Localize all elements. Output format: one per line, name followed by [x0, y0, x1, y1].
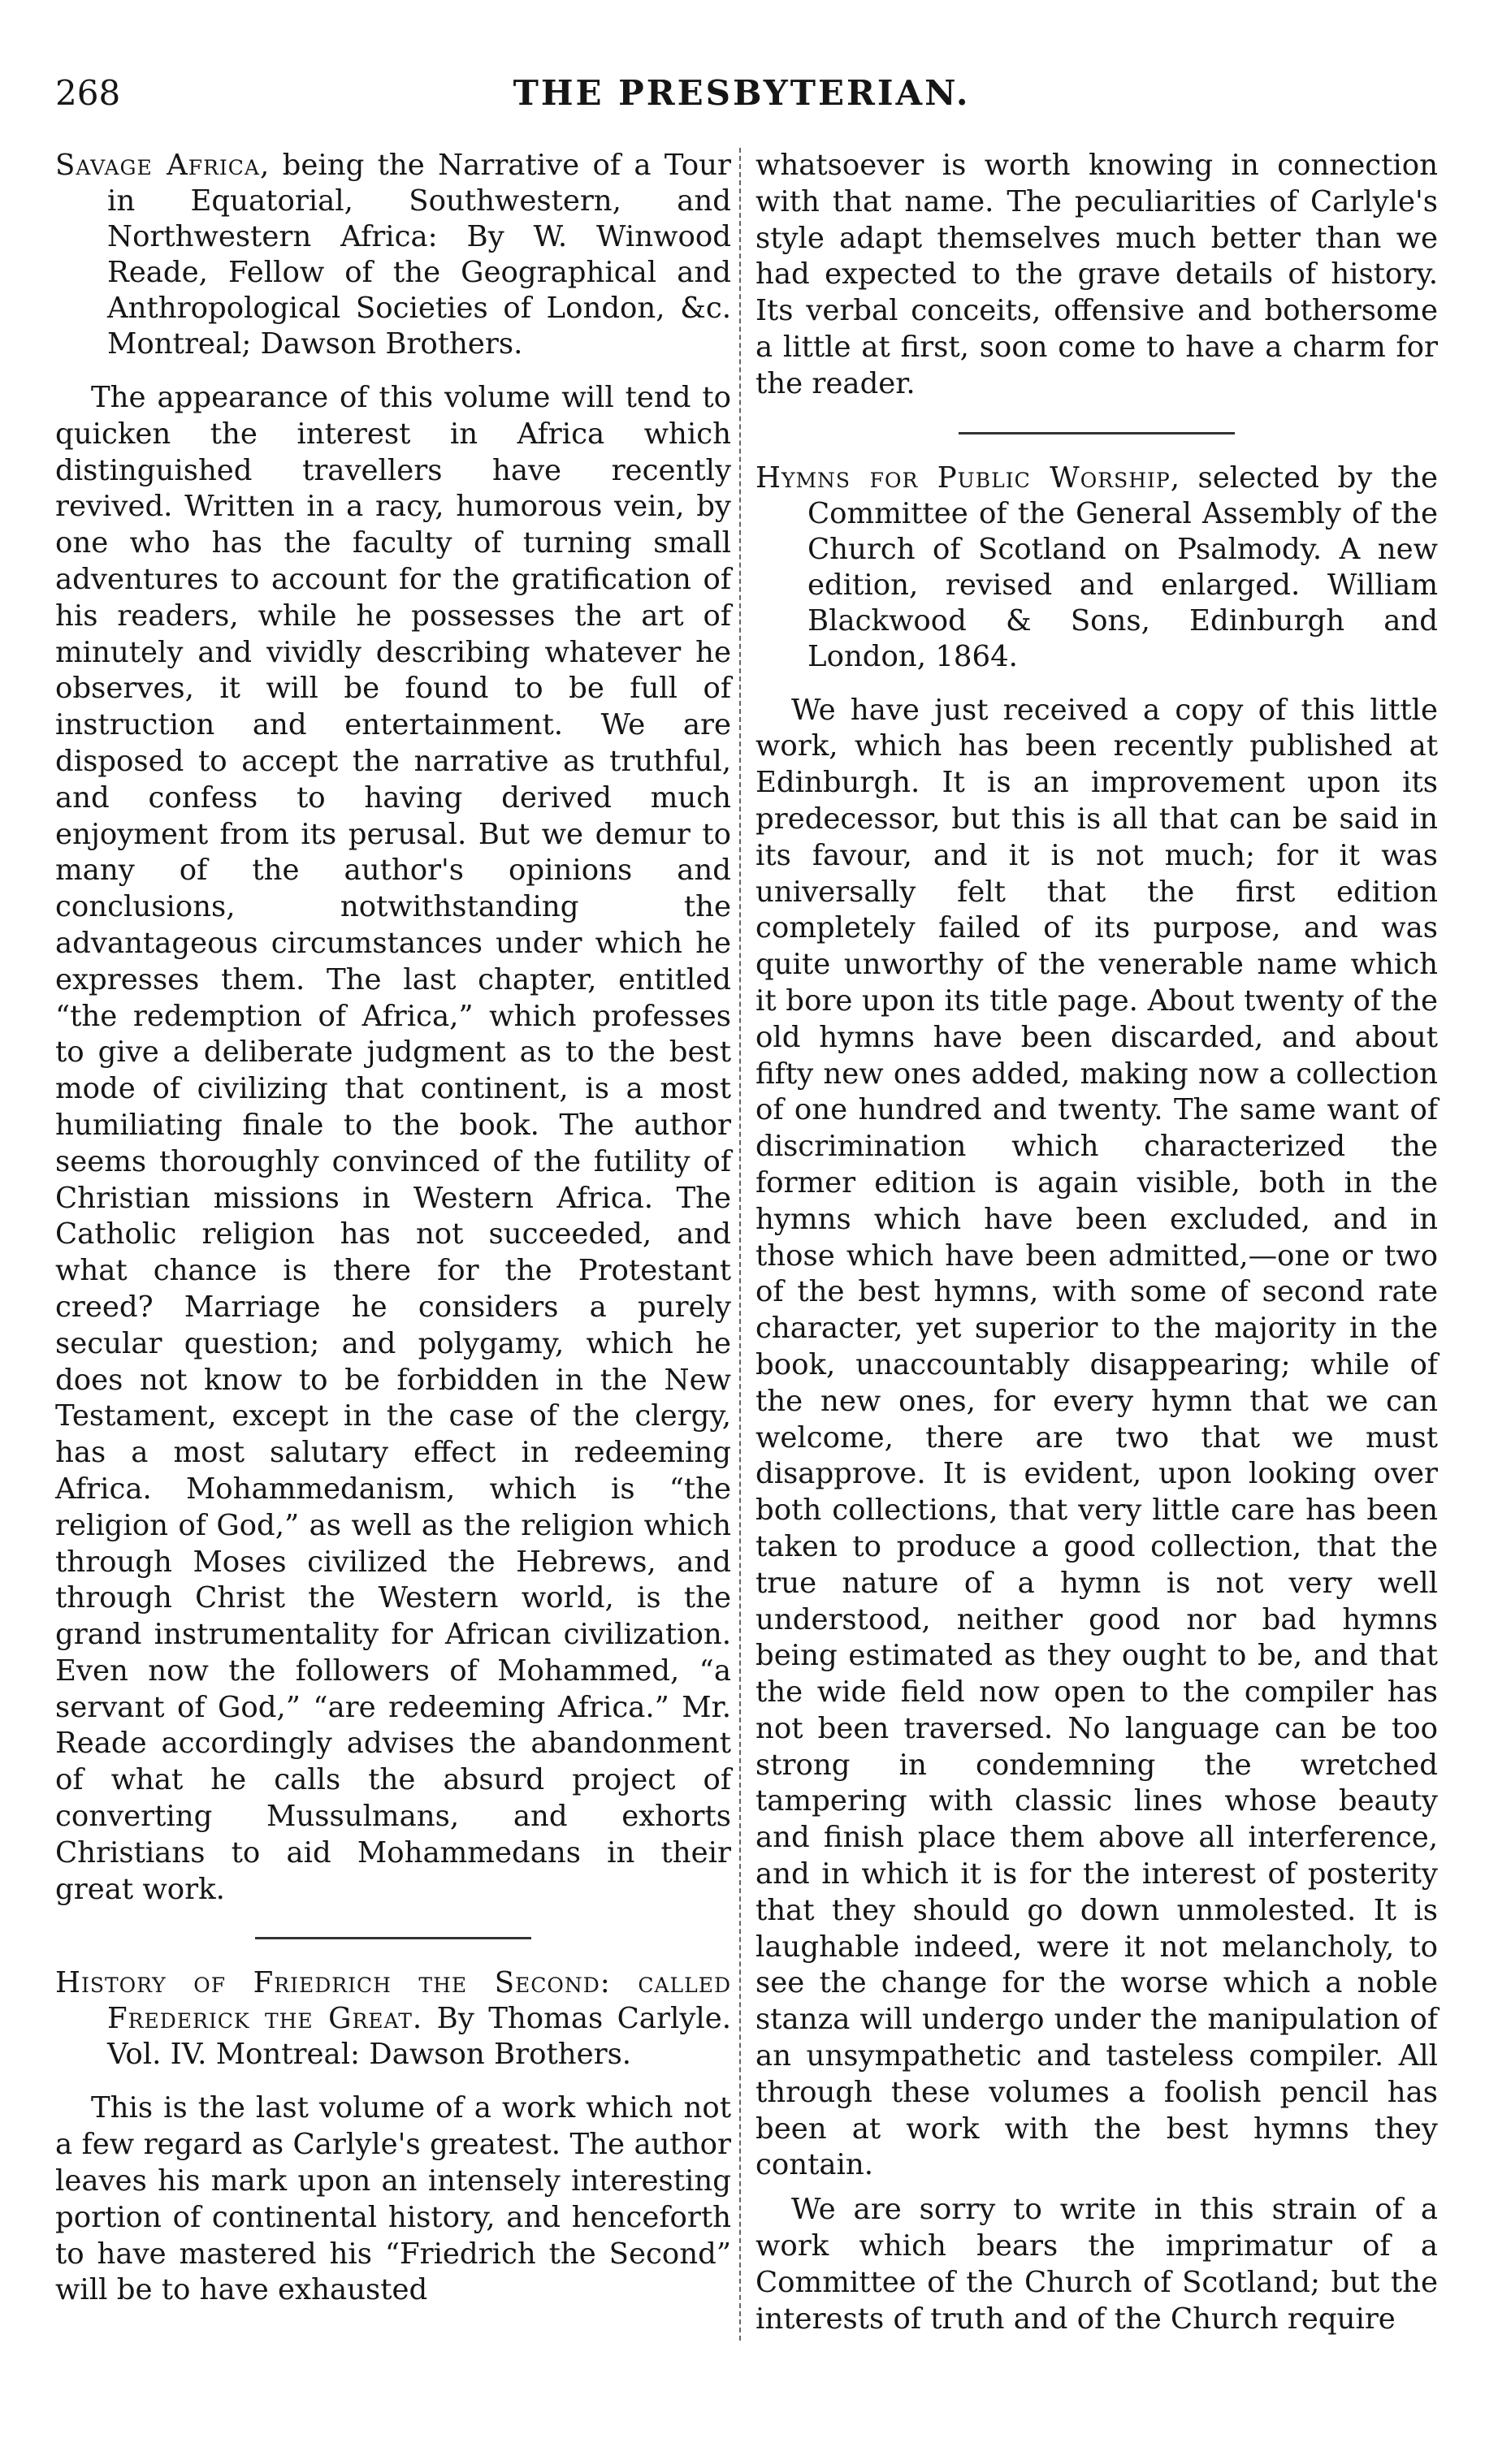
book-details: , selected by the Committee of the General Assembly of the Church of Scotland on Psalmody. A new edition, revised and enlarged. William Blackwood & Sons, Edinburgh and London, 1864. — [807, 460, 1438, 673]
bibliographic-entry — [755, 460, 1438, 675]
right-column — [755, 148, 1438, 2345]
book-details: , being the Narrative of a Tour in Equatorial, Southwestern, and Northwestern Africa: By W. Winwood Reade, Fellow of the Geographical and Anthropological Societies of London, &c. Montreal; Dawson Brothers. — [107, 149, 731, 361]
left-column — [55, 148, 731, 2317]
column-divider — [739, 148, 741, 2341]
review-savage-africa — [55, 148, 731, 1908]
bibliographic-entry — [55, 1965, 731, 2073]
review-paragraph-continued: whatsoever is worth knowing in connection with that name. The peculiarities of Carlyle's style adapt themselves much better than we had expected to the grave details of history. Its verbal conceits, offensive and bothersome a little at first, soon come to have a charm for the reader. — [755, 149, 1438, 400]
running-title: THE PRESBYTERIAN. — [513, 73, 971, 113]
review-paragraph: We have just received a copy of this little work, which has been recently published at Edinburgh. It is an improvement upon its predecessor, but this is all that can be said in its favour, and it is not much; for it was universally felt that the first edition completely failed of its purpose, and was quite unworthy of the venerable name which it bore upon its title page. About twenty of the old hymns have been discarded, and about fifty new ones added, making now a collection of one hundred and twenty. The same want of discrimination which characterized the former edition is again visible, both in the hymns which have been excluded, and in those which have been admitted,—one or two of the best hymns, with some of second rate character, yet superior to the majority in the book, unaccountably disappearing; while of the new ones, for every hymn that we can welcome, there are two that we must disapprove. It is evident, upon looking over both collections, that very little care has been taken to produce a good collection, that the true nature of a hymn is not very well understood, neither good nor bad hymns being estimated as they ought to be, and that the wide field now open to the compiler has not been traversed. No language can be too strong in condemning the wretched tampering with classic lines whose beauty and finish place them above all interference, and in which it is for the interest of posterity that they should go down unmolested. It is laughable indeed, were it not melancholy, to see the change for the worse which a noble stanza will undergo under the manipulation of an unsympathetic and tasteless compiler. All through these volumes a foolish pencil has been at work with the best hymns they contain. — [755, 693, 1438, 2182]
review-friedrich — [55, 1965, 731, 2309]
section-rule — [959, 432, 1235, 434]
book-title: Hymns for Public Worship — [755, 460, 1171, 495]
book-title: Savage Africa — [55, 149, 260, 182]
review-hymns — [755, 460, 1438, 2338]
review-paragraph: This is the last volume of a work which not a few regard as Carlyle's greatest. The author leaves his mark upon an intensely interesting portion of continental history, and henceforth to have mastered his “Friedrich the Second” will be to have exhausted — [55, 2091, 731, 2307]
bibliographic-entry — [55, 148, 731, 362]
book-details: By Thomas Carlyle. Vol. IV. Montreal: Dawson Brothers. — [107, 2002, 732, 2072]
review-paragraph: We are sorry to write in this strain of a work which bears the imprimatur of a Committee of the Church of Scotland; but the interests of truth and of the Church require — [755, 2193, 1438, 2336]
section-rule — [255, 1937, 531, 1939]
page-header — [55, 73, 1428, 122]
book-title: History of Friedrich the Second: called Frederick the Great. — [55, 1966, 731, 2036]
review-paragraph: The appearance of this volume will tend to quicken the interest in Africa which distinguished travellers have recently revived. Written in a racy, humorous vein, by one who has the faculty of turning small adventures to account for the gratification of his readers, while he possesses the art of minutely and vividly describing whatever he observes, it will be found to be full of instruction and entertainment. We are disposed to accept the narrative as truthful, and confess to having derived much enjoyment from its perusal. But we demur to many of the author's opinions and conclusions, notwithstanding the advantageous circumstances under which he expresses them. The last chapter, entitled “the redemption of Africa,” which professes to give a deliberate judgment as to the best mode of civilizing that continent, is a most humiliating finale to the book. The author seems thoroughly convinced of the futility of Christian missions in Western Africa. The Catholic religion has not succeeded, and what chance is there for the Protestant creed? Marriage he considers a purely secular question; and polygamy, which he does not know to be forbidden in the New Testament, except in the case of the clergy, has a most salutary effect in redeeming Africa. Mohammedanism, which is “the religion of God,” as well as the religion which through Moses civilized the Hebrews, and through Christ the Western world, is the grand instrumentality for African civilization. Even now the followers of Mohammed, “a servant of God,” “are redeeming Africa.” Mr. Reade accordingly advises the abandonment of what he calls the absurd project of converting Mussulmans, and exhorts Christians to aid Mohammedans in their great work. — [55, 381, 731, 1906]
page-number: 268 — [55, 73, 121, 113]
